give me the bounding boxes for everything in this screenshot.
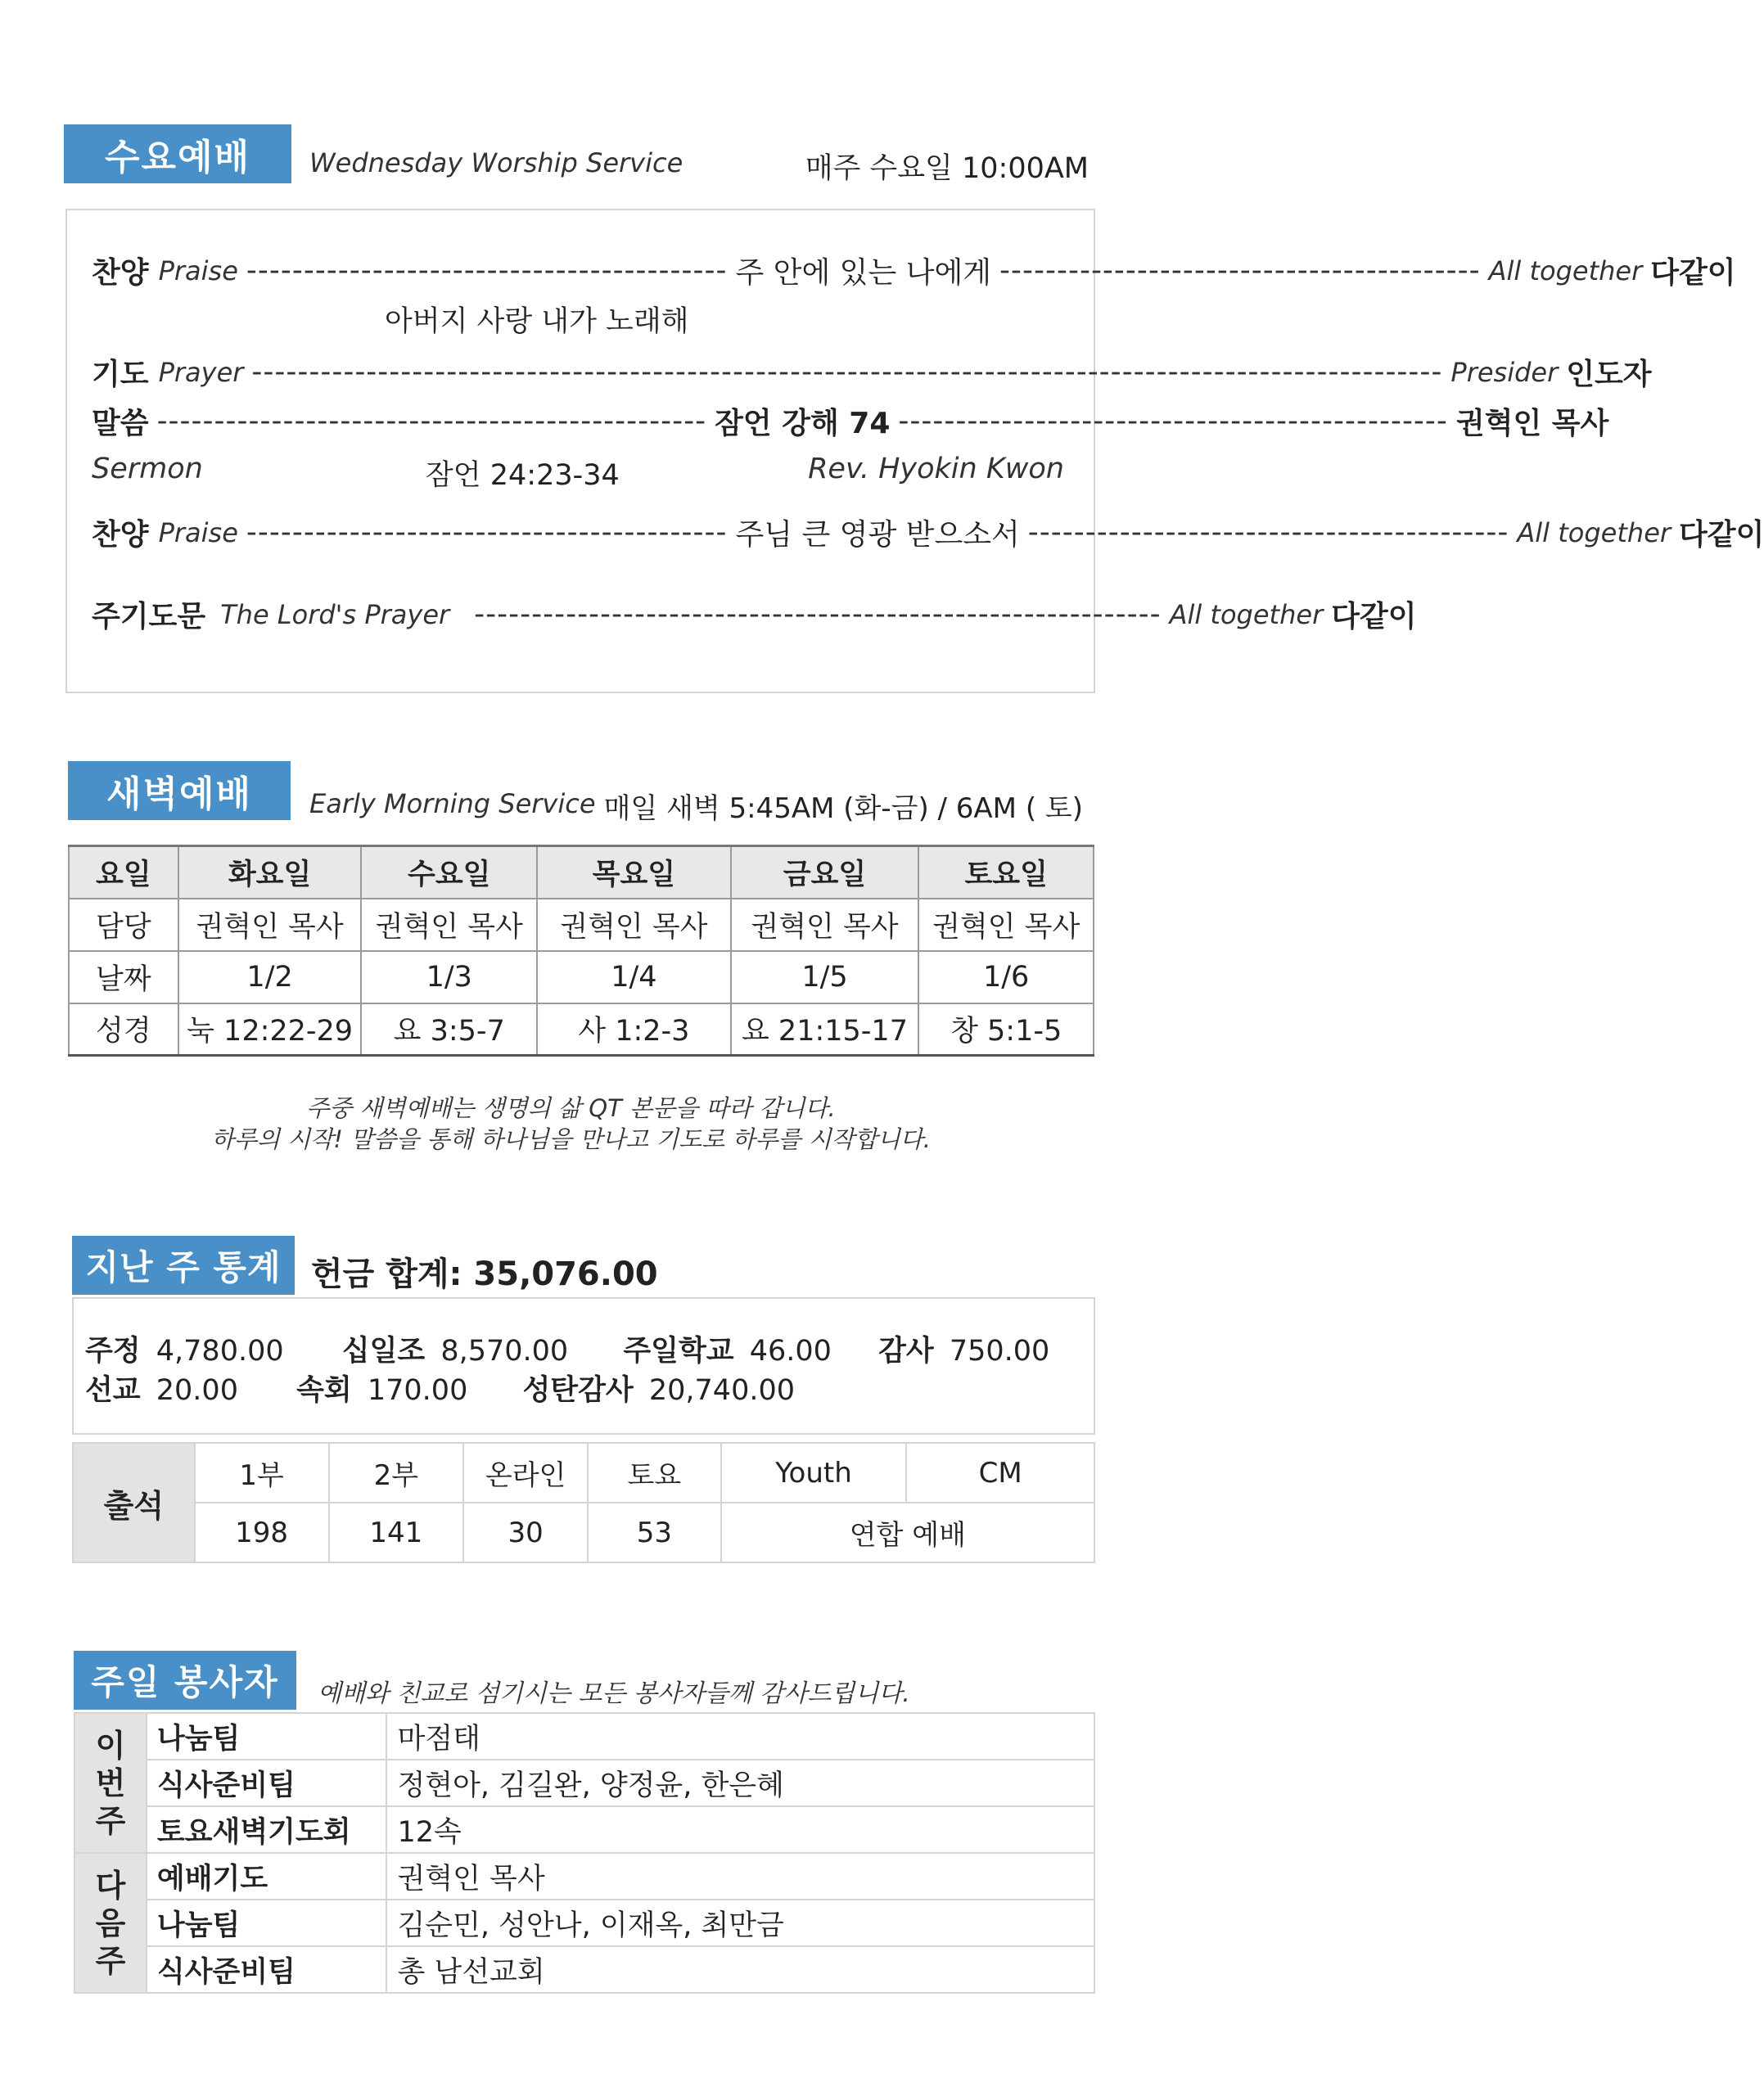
leader-dashes: ------------------------------------------: [1027, 516, 1509, 549]
this-week-label: 이 번 주: [74, 1713, 147, 1853]
sermon-scripture: 잠언 24:23-34: [426, 459, 620, 492]
wednesday-section-tag: 수요예배: [64, 124, 291, 183]
offering-value: 46.00: [749, 1335, 832, 1368]
order-lords-prayer: [67, 593, 1417, 635]
table-cell: 1/5: [731, 951, 919, 1003]
table-cell: 1/4: [537, 951, 731, 1003]
table-cell: 권혁인 목사: [731, 899, 919, 951]
table-row: [69, 899, 1094, 951]
offering-label: 십일조: [341, 1335, 426, 1368]
volunteer-role: 식사준비팀: [147, 1760, 387, 1806]
offering-label: 주일학교: [623, 1335, 734, 1368]
offering-value: 20,740.00: [648, 1374, 796, 1407]
order-praise-1: [67, 250, 1736, 291]
next-week-label: 다 음 주: [74, 1853, 147, 1993]
table-cell: 목요일: [537, 846, 731, 899]
order-prayer: [67, 351, 1652, 393]
sermon-preacher-en: Rev. Hyokin Kwon: [808, 453, 1064, 485]
table-cell: 수요일: [361, 846, 537, 899]
table-cell: 사 1:2-3: [537, 1003, 731, 1056]
order-role-en: All together: [1169, 598, 1324, 630]
table-row: [73, 1443, 1094, 1503]
volunteer-names: 총 남선교회: [386, 1946, 1094, 1993]
order-item-en: The Lord's Prayer: [220, 598, 450, 630]
attendance-header: 출석: [73, 1443, 195, 1562]
order-item-label: 말씀: [92, 407, 149, 440]
dawn-schedule-table: [68, 845, 1094, 1057]
offering-total: 헌금 합계: 35,076.00: [311, 1255, 658, 1293]
offering-box: [72, 1297, 1095, 1435]
order-role-ko: 인도자: [1566, 358, 1652, 391]
leader-dashes: ------------------------------------------------------------: [474, 597, 1162, 631]
order-item-label: 기도: [92, 358, 149, 391]
volunteer-role: 식사준비팀: [147, 1946, 387, 1993]
order-role-en: All together: [1488, 255, 1643, 286]
order-sermon: [67, 400, 1609, 442]
order-song-title: 주 안에 있는 나에게: [735, 256, 992, 290]
leader-dashes: ------------------------------------------: [246, 516, 728, 549]
order-role-ko: 권혁인 목사: [1455, 407, 1609, 440]
table-cell: 요 21:15-17: [731, 1003, 919, 1056]
leader-dashes: --------------------------------------------------------------------------------------------------------: [251, 355, 1443, 389]
attendance-table: [72, 1442, 1095, 1563]
table-cell: CM: [906, 1443, 1094, 1503]
volunteer-names: 권혁인 목사: [386, 1853, 1094, 1900]
volunteer-role: 예배기도: [147, 1853, 387, 1900]
order-item-label: 찬양: [92, 256, 149, 290]
leader-dashes: ------------------------------------------------: [156, 404, 707, 438]
order-item-en: Praise: [158, 516, 238, 548]
offering-value: 4,780.00: [156, 1335, 284, 1368]
table-row: [74, 1806, 1094, 1853]
volunteer-role: 나눔팀: [147, 1713, 387, 1760]
table-cell: 1부: [195, 1443, 329, 1503]
order-song-title-2: 아버지 사랑 내가 노래해: [385, 305, 689, 338]
order-role-ko: 다같이: [1650, 256, 1736, 290]
volunteer-role: 나눔팀: [147, 1900, 387, 1946]
order-role-ko: 다같이: [1331, 600, 1417, 633]
leader-dashes: ------------------------------------------: [999, 254, 1481, 287]
table-cell: 성경: [69, 1003, 178, 1056]
order-role-ko: 다같이: [1679, 518, 1764, 552]
sermon-title: 잠언 강해 74: [715, 407, 891, 440]
offering-label: 선교: [85, 1374, 141, 1407]
order-song-title: 주님 큰 영광 받으소서: [735, 518, 1020, 552]
table-cell: 요 3:5-7: [361, 1003, 537, 1056]
table-cell: 담당: [69, 899, 178, 951]
dawn-time: 매일 새벽 5:45AM (화-금) / 6AM ( 토): [603, 792, 1083, 825]
table-row: [74, 1946, 1094, 1993]
joint-service-cell: 연합 예배: [721, 1503, 1094, 1562]
offering-label: 성탄감사: [522, 1374, 634, 1407]
table-cell: 권혁인 목사: [178, 899, 362, 951]
stats-section-tag: 지난 주 통계: [72, 1236, 295, 1295]
wednesday-time: 매주 수요일 10:00AM: [805, 152, 1089, 185]
table-row: [73, 1503, 1094, 1562]
volunteer-names: 정현아, 김길완, 양정윤, 한은혜: [386, 1760, 1094, 1806]
table-row: [74, 1713, 1094, 1760]
offering-value: 170.00: [367, 1374, 468, 1407]
table-cell: 1/6: [918, 951, 1094, 1003]
wednesday-subtitle: Wednesday Worship Service: [309, 147, 683, 178]
offering-label: 주정: [85, 1335, 141, 1368]
table-cell: 요일: [69, 846, 178, 899]
table-cell: 토요: [588, 1443, 721, 1503]
volunteer-names: 마점태: [386, 1713, 1094, 1760]
wednesday-order-box: [65, 209, 1764, 693]
volunteers-table: [74, 1712, 1095, 1994]
dawn-section-tag: 새벽예배: [68, 761, 291, 820]
table-cell: 눅 12:22-29: [178, 1003, 362, 1056]
table-cell: Youth: [721, 1443, 907, 1503]
offering-value: 750.00: [949, 1335, 1050, 1368]
offering-line-2: [85, 1368, 795, 1409]
order-praise-2: [67, 512, 1764, 553]
dawn-note-2: 하루의 시작! 말씀을 통해 하나님을 만나고 기도로 하루를 시작합니다.: [211, 1125, 931, 1153]
order-role-en: Presider: [1450, 356, 1559, 388]
volunteer-role: 토요새벽기도회: [147, 1806, 387, 1853]
order-item-en: Prayer: [158, 356, 244, 388]
table-cell: 198: [195, 1503, 329, 1562]
dawn-note-1: 주중 새벽예배는 생명의 삶 QT 본문을 따라 갑니다.: [306, 1094, 836, 1122]
table-cell: 화요일: [178, 846, 362, 899]
order-role-en: All together: [1517, 516, 1672, 548]
offering-value: 8,570.00: [440, 1335, 569, 1368]
table-cell: 53: [588, 1503, 721, 1562]
volunteers-section-tag: 주일 봉사자: [74, 1651, 296, 1710]
offering-value: 20.00: [156, 1374, 238, 1407]
table-cell: 1/2: [178, 951, 362, 1003]
volunteer-names: 12속: [386, 1806, 1094, 1853]
table-cell: 1/3: [361, 951, 537, 1003]
dawn-subtitle: Early Morning Service: [309, 788, 596, 819]
order-item-label: 주기도문: [92, 600, 206, 633]
leader-dashes: ------------------------------------------: [246, 254, 728, 287]
table-row: [74, 1853, 1094, 1900]
volunteer-names: 김순민, 성안나, 이재옥, 최만금: [386, 1900, 1094, 1946]
table-cell: 날짜: [69, 951, 178, 1003]
table-cell: 창 5:1-5: [918, 1003, 1094, 1056]
table-row: [69, 846, 1094, 899]
table-row: [69, 951, 1094, 1003]
table-cell: 토요일: [918, 846, 1094, 899]
offering-line-1: [85, 1328, 1049, 1369]
table-row: [74, 1760, 1094, 1806]
volunteers-subtitle: 예배와 친교로 섬기시는 모든 봉사자들께 감사드립니다.: [318, 1679, 910, 1708]
order-item-en: Praise: [158, 255, 238, 286]
table-cell: 권혁인 목사: [918, 899, 1094, 951]
table-row: [74, 1900, 1094, 1946]
table-cell: 141: [329, 1503, 464, 1562]
table-cell: 권혁인 목사: [537, 899, 731, 951]
leader-dashes: ------------------------------------------------: [898, 404, 1448, 438]
offering-label: 속회: [296, 1374, 352, 1407]
table-cell: 권혁인 목사: [361, 899, 537, 951]
sermon-en-label: Sermon: [92, 453, 203, 485]
offering-label: 감사: [878, 1335, 934, 1368]
table-cell: 30: [463, 1503, 588, 1562]
table-cell: 금요일: [731, 846, 919, 899]
table-row: [69, 1003, 1094, 1056]
table-cell: 2부: [329, 1443, 464, 1503]
order-item-label: 찬양: [92, 518, 149, 552]
table-cell: 온라인: [463, 1443, 588, 1503]
